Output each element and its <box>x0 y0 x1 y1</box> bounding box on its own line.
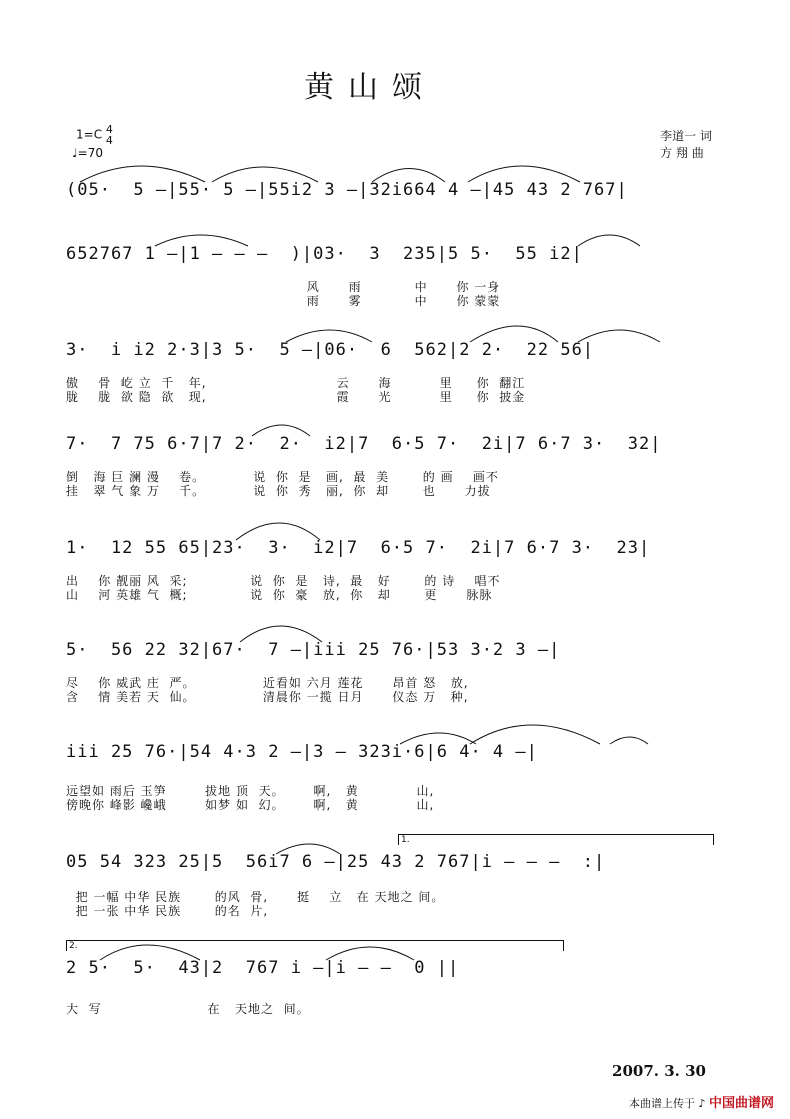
lyric-verse-2: 胧 胧 欲 隐 欲 现, 霞 光 里 你 披金 <box>66 390 526 404</box>
lyric-verse-2: 山 河 英雄 气 概; 说 你 豪 放, 你 却 更 脉脉 <box>66 588 493 602</box>
lyric-verse-1: 尽 你 威武 庄 严。 近看如 六月 莲花 昂首 怒 放, <box>66 676 469 690</box>
notes-line: 3· i i2 2·3|3 5· 5 –|06· 6 562|2 2· 22 56| <box>66 340 595 360</box>
page-title: 黄山颂 <box>304 70 436 105</box>
notes-line: 652767 1 –|1 – – – )|03· 3 235|5 5· 55 i2| <box>66 244 583 264</box>
lyric-verse-2: 把 一张 中华 民族 的名 片, <box>66 904 269 918</box>
time-sig-top: 4 <box>105 123 113 136</box>
lyricist-credit: 李道一 词 <box>660 129 712 143</box>
tempo-value: =70 <box>77 146 103 160</box>
volta-1: 1. <box>398 834 714 845</box>
notes-line: 7· 7 75 6·7|7 2· 2· i2|7 6·5 7· 2i|7 6·7 3· 32| <box>66 434 662 454</box>
key-signature <box>76 124 113 146</box>
lyric-verse-1: 把 一幅 中华 民族 的风 骨, 挺 立 在 天地之 间。 <box>66 890 445 904</box>
lyric-verse-2: 雨 雾 中 你 蒙蒙 <box>66 294 501 308</box>
volta-2: 2. <box>66 940 564 951</box>
lyric-verse-1: 出 你 靓丽 风 采; 说 你 是 诗, 最 好 的 诗 唱不 <box>66 574 501 588</box>
lyric-verse-1: 风 雨 中 你 一身 <box>66 280 501 294</box>
music-note-icon: ♪ <box>698 1097 706 1110</box>
date-stamp: 2007. 3. 30 <box>612 1062 706 1080</box>
composer-credit: 方 翔 曲 <box>660 146 704 160</box>
tempo-marking <box>72 146 103 160</box>
lyric-verse-1: 大 写 在 天地之 间。 <box>66 1002 310 1016</box>
time-signature <box>106 124 113 146</box>
time-sig-bottom: 4 <box>105 134 113 147</box>
key-label: 1=C <box>76 127 103 142</box>
credits <box>660 128 712 162</box>
footer-text: 本曲谱上传于 <box>628 1097 695 1110</box>
notes-line: (05· 5 –|55· 5 –|55i2 3 –|32i664 4 –|45 43 2 767| <box>66 180 628 200</box>
notes-line: 5· 56 22 32|67· 7 –|iii 25 76·|53 3·2 3 –| <box>66 640 561 660</box>
quarter-note-icon: ♩ <box>72 146 78 160</box>
notes-line: iii 25 76·|54 4·3 2 –|3 – 323i·6|6 4· 4 –| <box>66 742 538 762</box>
lyric-verse-2: 含 情 美若 天 仙。 清晨你 一揽 日月 仪态 万 种, <box>66 690 469 704</box>
lyric-verse-1: 倒 海 巨 澜 漫 卷。 说 你 是 画, 最 美 的 画 画不 <box>66 470 499 484</box>
notes-line: 05 54 323 25|5 56i7 6 –|25 43 2 767|i – – – :| <box>66 852 606 872</box>
lyric-verse-1: 远望如 雨后 玉笋 拔地 顶 天。 啊, 黄 山, <box>66 784 435 798</box>
notes-line: 1· 12 55 65|23· 3· i2|7 6·5 7· 2i|7 6·7 3· 23| <box>66 538 651 558</box>
lyric-verse-1: 傲 骨 屹 立 千 年, 云 海 里 你 翻江 <box>66 376 526 390</box>
lyric-verse-2: 挂 翠 气 象 万 千。 说 你 秀 丽, 你 却 也 力拔 <box>66 484 491 498</box>
notes-line: 2 5· 5· 43|2 767 i –|i – – 0 || <box>66 958 460 978</box>
lyric-verse-2: 傍晚你 峰影 巉峨 如梦 如 幻。 啊, 黄 山, <box>66 798 435 812</box>
footer <box>629 1092 774 1111</box>
site-brand-link[interactable]: 中国曲谱网 <box>708 1096 774 1111</box>
